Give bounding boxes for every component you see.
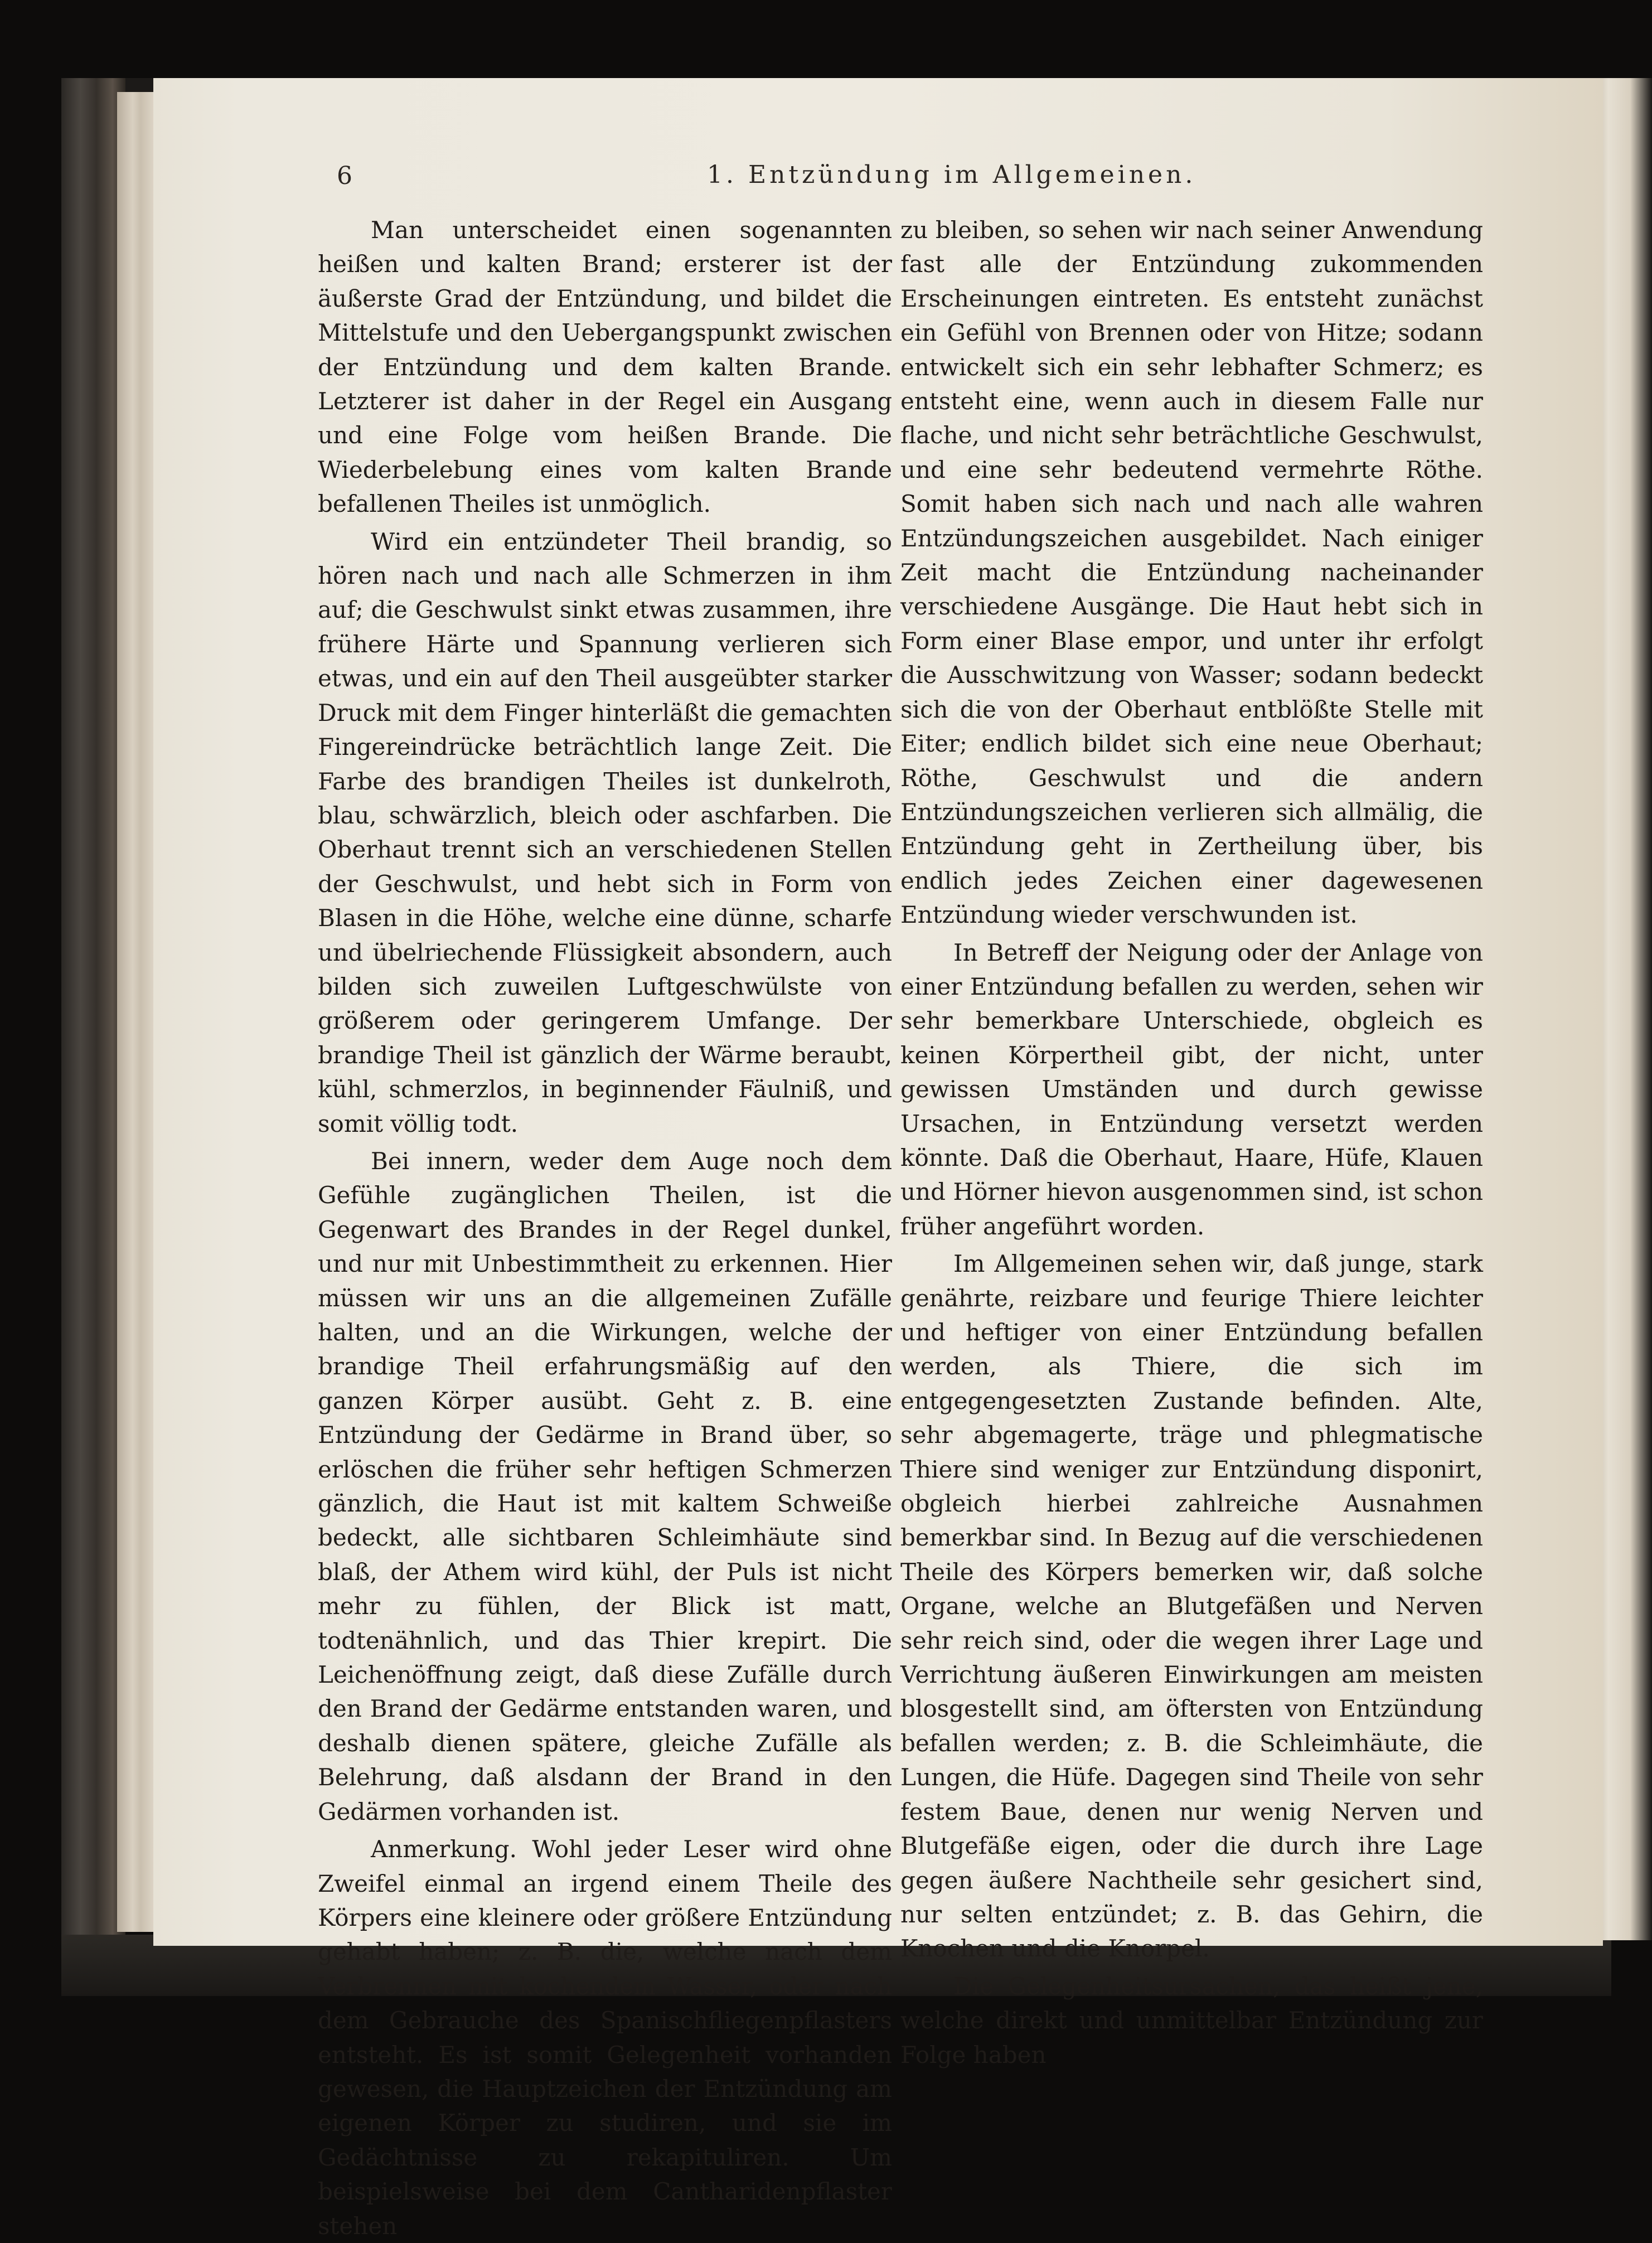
right-column (900, 213, 1483, 2072)
paragraph: zu bleiben, so sehen wir nach seiner Anwendung fast alle der Entzündung zukommenden Erscheinungen eintreten. Es entsteht zunächst ein Gefühl von Brennen oder von Hitze; sodann entwickelt sich ein sehr lebhafter Schmerz; es entsteht eine, wenn auch in diesem Falle nur flache, und nicht sehr beträchtliche Geschwulst, und eine sehr bedeutend vermehrte Röthe. Somit haben sich nach und nach alle wahren Entzündungszeichen ausgebildet. Nach einiger Zeit macht die Entzündung nacheinander verschiedene Ausgänge. Die Haut hebt sich in Form einer Blase empor, und unter ihr erfolgt die Ausschwitzung von Wasser; sodann bedeckt sich die von der Oberhaut entblößte Stelle mit Eiter; endlich bildet sich eine neue Oberhaut; Röthe, Geschwulst und die andern Entzündungszeichen verlieren sich allmälig, die Entzündung geht in Zertheilung über, bis endlich jedes Zeichen einer dagewesenen Entzündung wieder verschwunden ist. (900, 216, 1483, 929)
book-spine-edge (61, 78, 125, 1996)
paragraph: Bei innern, weder dem Auge noch dem Gefühle zugänglichen Theilen, ist die Gegenwart des Brandes in der Regel dunkel, und nur mit Unbestimmtheit zu erkennen. Hier müssen wir uns an die allgemeinen Zufälle halten, und an die Wirkungen, welche der brandige Theil erfahrungsmäßig auf den ganzen Körper ausübt. Geht z. B. eine Entzündung der Gedärme in Brand über, so erlöschen die früher sehr heftigen Schmerzen gänzlich, die Haut ist mit kaltem Schweiße bedeckt, alle sichtbaren Schleimhäute sind blaß, der Athem wird kühl, der Puls ist nicht mehr zu fühlen, der Blick ist matt, todtenähnlich, und das Thier krepirt. Die Leichenöffnung zeigt, daß diese Zufälle durch den Brand der Gedärme entstanden waren, und deshalb dienen spätere, gleiche Zufälle als Belehrung, daß alsdann der Brand in den Gedärmen vorhanden ist. (318, 1147, 892, 1825)
page-stack-edge (117, 92, 156, 1932)
facing-page-edge (1597, 78, 1652, 1940)
paragraph: Im Allgemeinen sehen wir, daß junge, stark genährte, reizbare und feurige Thiere leichter und heftiger von einer Entzündung befallen werden, als Thiere, die sich im entgegengesetzten Zustande befinden. Alte, sehr abgemagerte, träge und phlegmatische Thiere sind weniger zur Entzündung disponirt, obgleich hierbei zahlreiche Ausnahmen bemerkbar sind. In Bezug auf die verschiedenen Theile des Körpers bemerken wir, daß solche Organe, welche an Blutgefäßen und Nerven sehr reich sind, oder die wegen ihrer Lage und Verrichtung äußeren Einwirkungen am meisten blosgestellt sind, am öftersten von Entzündung befallen werden; z. B. die Schleimhäute, die Lungen, die Hüfe. Dagegen sind Theile von sehr festem Baue, denen nur wenig Nerven und Blutgefäße eigen, oder die durch ihre Lage gegen äußere Nachtheile sehr gesichert sind, nur selten entzündet; z. B. das Gehirn, die Knochen und die Knorpel. (900, 1250, 1483, 1963)
paragraph: In Betreff der Neigung oder der Anlage von einer Entzündung befallen zu werden, sehen wir sehr bemerkbare Unterschiede, obgleich es keinen Körpertheil gibt, der nicht, unter gewissen Umständen und durch gewisse Ursachen, in Entzündung versetzt werden könnte. Daß die Oberhaut, Haare, Hüfe, Klauen und Hörner hievon ausgenommen sind, ist schon früher angeführt worden. (900, 938, 1483, 1240)
left-column (318, 213, 892, 2243)
page-number: 6 (337, 162, 353, 190)
running-head: 1. Entzündung im Allgemeinen. (707, 161, 1196, 189)
paragraph: Anmerkung. Wohl jeder Leser wird ohne Zweifel einmal an irgend einem Theile des Körpers eine kleinere oder größere Entzündung gehabt haben; z. B. die, welche nach dem Verbrennen mit kochendem Wasser, oder nach dem Gebrauche des Spanischfliegenpflasters entsteht. Es ist somit Gelegenheit vorhanden gewesen, die Hauptzeichen der Entzündung am eigenen Körper zu studiren, und sie im Gedächtnisse zu rekapituliren. Um beispielsweise bei dem Cantharidenpflaster stehen (318, 1835, 892, 2240)
paragraph: Die Gelegenheitsursachen, das heißt jene, welche direkt und unmittelbar Entzündung zur Folge haben (900, 1972, 1483, 2068)
paragraph: Wird ein entzündeter Theil brandig, so hören nach und nach alle Schmerzen in ihm auf; die Geschwulst sinkt etwas zusammen, ihre frühere Härte und Spannung verlieren sich etwas, und ein auf den Theil ausgeübter starker Druck mit dem Finger hinterläßt die gemachten Fingereindrücke beträchtlich lange Zeit. Die Farbe des brandigen Theiles ist dunkelroth, blau, schwärzlich, bleich oder aschfarben. Die Oberhaut trennt sich an verschiedenen Stellen der Geschwulst, und hebt sich in Form von Blasen in die Höhe, welche eine dünne, scharfe und übelriechende Flüssigkeit absondern, auch bilden sich zuweilen Luftgeschwülste von größerem oder geringerem Umfange. Der brandige Theil ist gänzlich der Wärme beraubt, kühl, schmerzlos, in beginnender Fäulniß, und somit völlig todt. (318, 527, 892, 1137)
paragraph: Man unterscheidet einen sogenannten heißen und kalten Brand; ersterer ist der äußerste Grad der Entzündung, und bildet die Mittelstufe und den Uebergangspunkt zwischen der Entzündung und dem kalten Brande. Letzterer ist daher in der Regel ein Ausgang und eine Folge vom heißen Brande. Die Wiederbelebung eines vom kalten Brande befallenen Theiles ist unmöglich. (318, 216, 892, 518)
